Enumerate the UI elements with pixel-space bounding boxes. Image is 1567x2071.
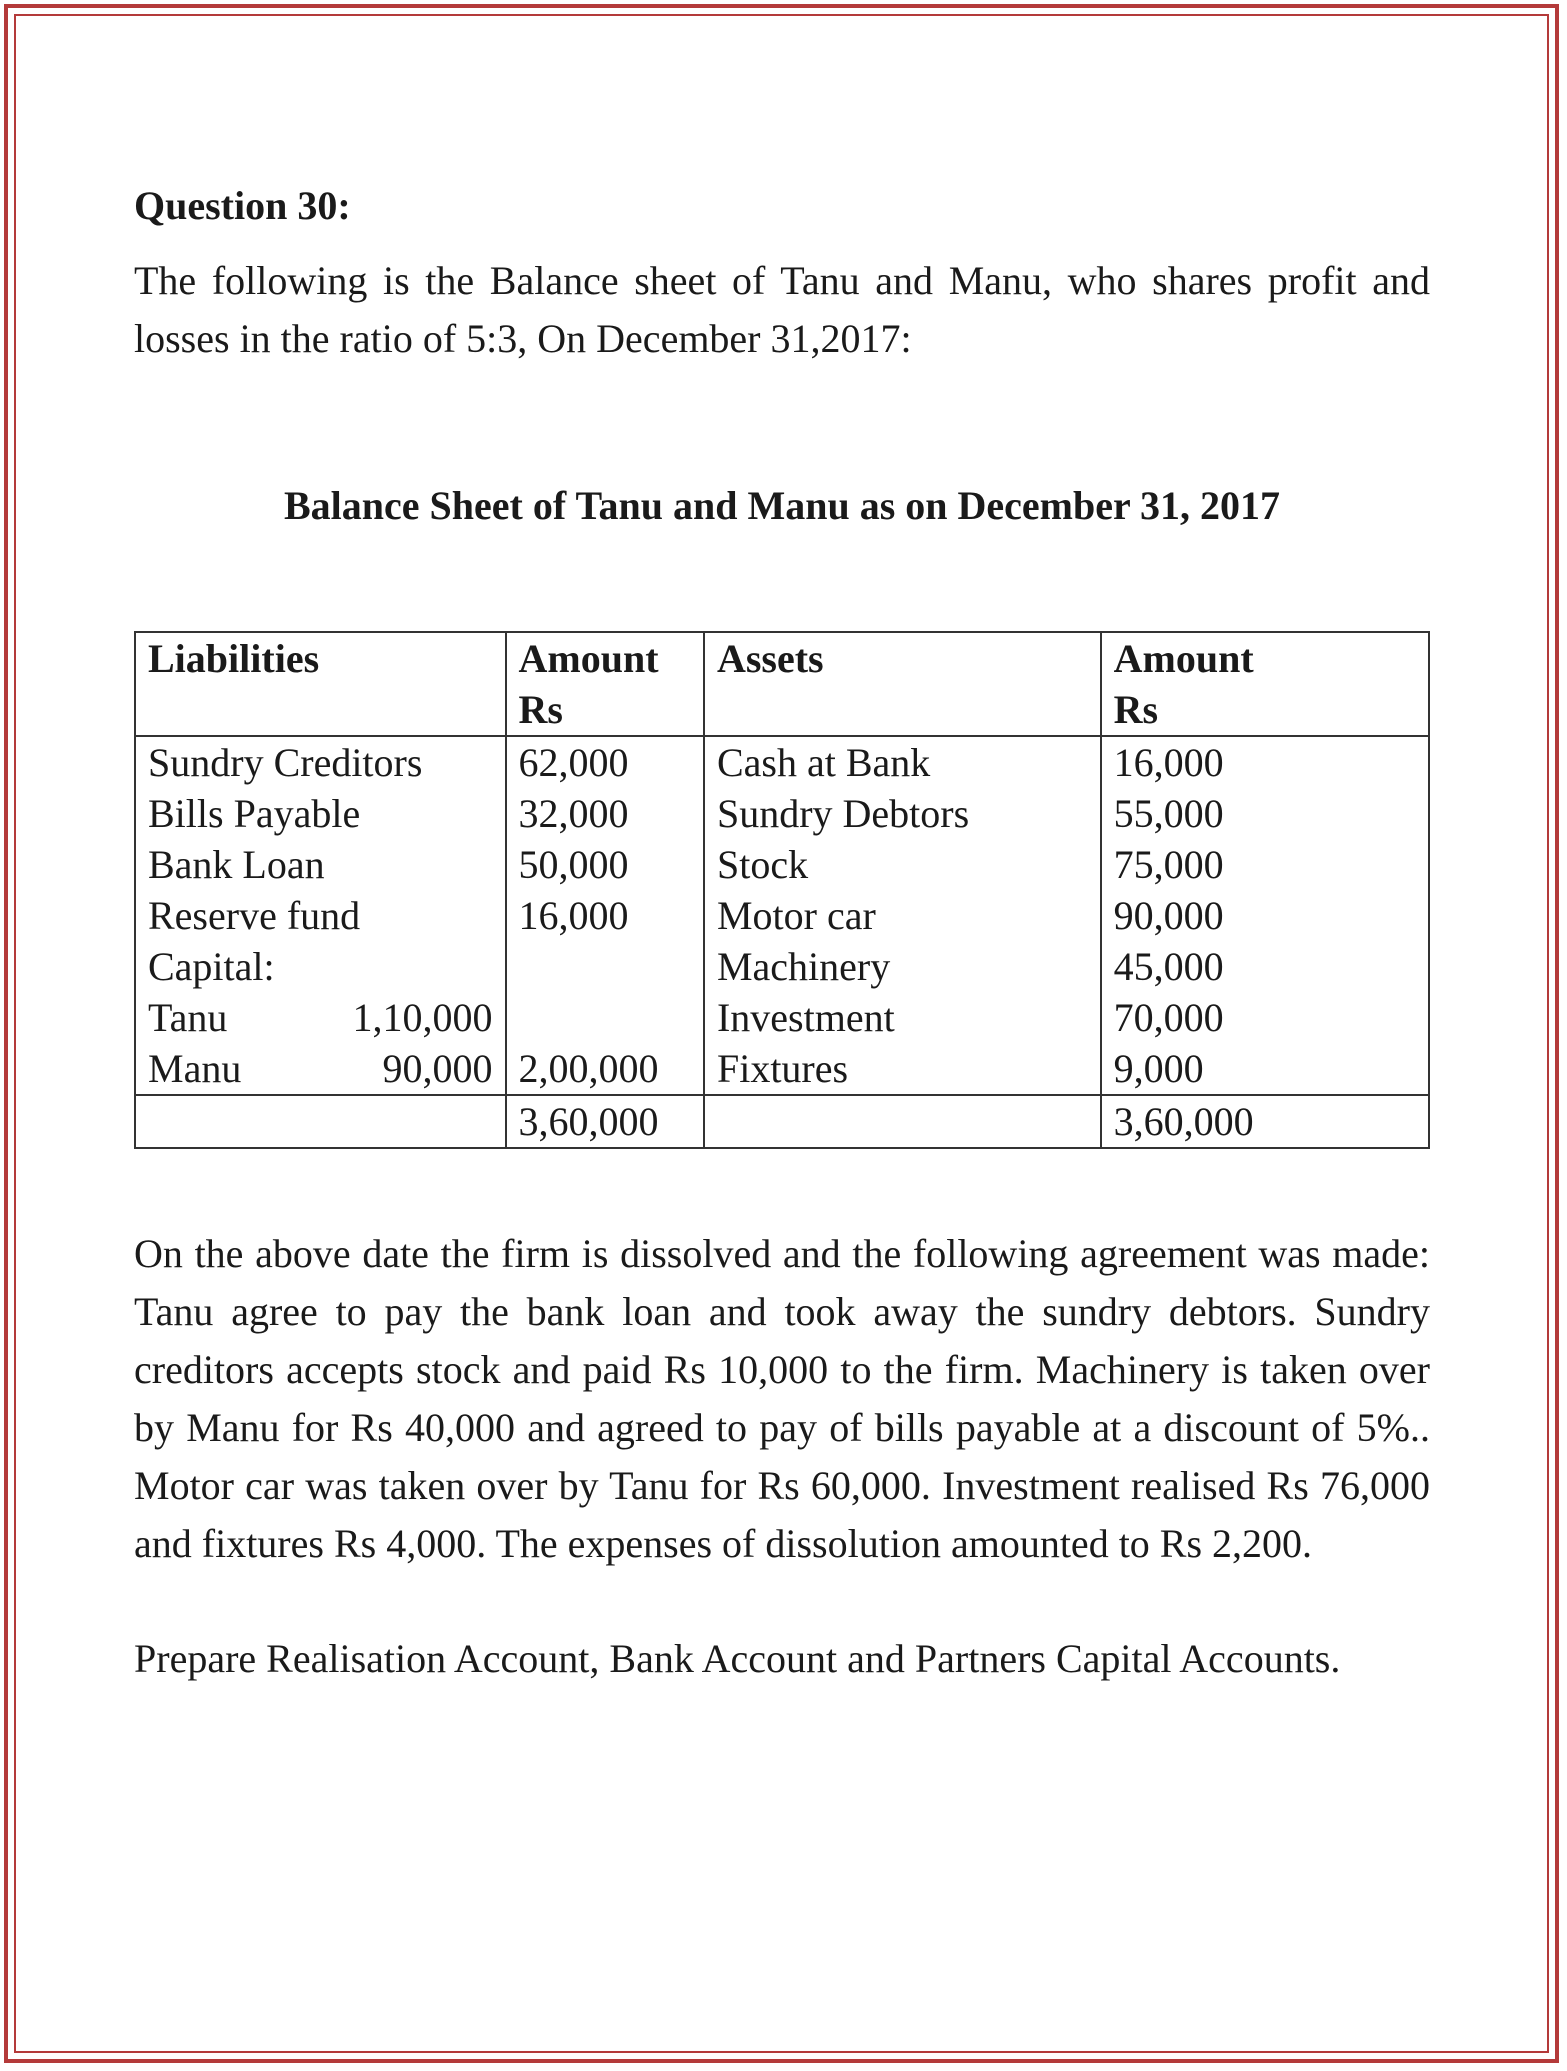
asset-name: Cash at Bank — [716, 740, 931, 785]
document-content — [134, 180, 1430, 1681]
asset-amount: 75,000 — [1113, 842, 1224, 887]
asset-amount: 16,000 — [1113, 740, 1224, 785]
capital-partner-manu — [148, 1043, 493, 1094]
assets-column — [704, 736, 1101, 1095]
balance-sheet-table — [134, 631, 1430, 1149]
liability-name: Reserve fund — [148, 893, 361, 938]
liability-amount: 32,000 — [518, 791, 629, 836]
instruction-paragraph: Prepare Realisation Account, Bank Account and Partners Capital Accounts. — [134, 1636, 1341, 1681]
liability-name: Bills Payable — [148, 791, 361, 836]
capital-total: 2,00,000 — [518, 1046, 659, 1091]
liabilities-header: Liabilities — [135, 632, 506, 736]
agreement-paragraph: On the above date the firm is dissolved and the following agreement was made: Tanu agree to pay the bank loan and took away the sundry debtors. Sundry creditors accepts stock and paid Rs 10,000 to the firm. Machinery is taken over by Manu for Rs 40,000 and agreed to pay of bills payable at a discount of 5%.. Motor car was taken over by Tanu for Rs 60,000. Investment realised Rs 76,000 and fixtures Rs 4,000. The expenses of dissolution amounted to Rs 2,200. — [134, 1231, 1430, 1566]
assets-amount-column — [1101, 736, 1429, 1095]
asset-name: Fixtures — [716, 1046, 849, 1091]
asset-name: Stock — [716, 842, 809, 887]
partner-amount: 90,000 — [382, 1046, 493, 1091]
capital-partner-tanu — [148, 992, 493, 1043]
asset-name: Motor car — [716, 893, 876, 938]
liability-amount: 50,000 — [518, 842, 629, 887]
liability-name: Sundry Creditors — [148, 740, 423, 785]
capital-label: Capital: — [148, 944, 275, 989]
total-assets: 3,60,000 — [1101, 1095, 1429, 1148]
asset-name: Sundry Debtors — [716, 791, 970, 836]
assets-header: Assets — [704, 632, 1101, 736]
question-title: Question 30: — [134, 183, 351, 228]
table-body-row — [135, 736, 1429, 1095]
balance-sheet-title: Balance Sheet of Tanu and Manu as on December 31, 2017 — [283, 483, 1280, 528]
question-intro: The following is the Balance sheet of Tanu and Manu, who shares profit and losses in the ratio of 5:3, On December 31,2017: — [134, 258, 1430, 361]
liability-name: Bank Loan — [148, 842, 325, 887]
total-liabilities: 3,60,000 — [506, 1095, 704, 1148]
asset-amount: 55,000 — [1113, 791, 1224, 836]
partner-name: Tanu — [148, 995, 228, 1040]
liabilities-amount-column — [506, 736, 704, 1095]
asset-amount: 70,000 — [1113, 995, 1224, 1040]
partner-name: Manu — [148, 1046, 242, 1091]
liability-amount: 16,000 — [518, 893, 629, 938]
asset-amount: 45,000 — [1113, 944, 1224, 989]
amount-header-liabilities: Amount Rs — [506, 632, 704, 736]
liabilities-column — [135, 736, 506, 1095]
asset-amount: 90,000 — [1113, 893, 1224, 938]
asset-name: Machinery — [716, 944, 891, 989]
table-total-row — [135, 1095, 1429, 1148]
amount-header-assets: Amount Rs — [1101, 632, 1429, 736]
asset-name: Investment — [716, 995, 895, 1040]
liability-amount: 62,000 — [518, 740, 629, 785]
asset-amount: 9,000 — [1113, 1046, 1204, 1091]
table-header-row — [135, 632, 1429, 736]
partner-amount: 1,10,000 — [352, 995, 493, 1040]
